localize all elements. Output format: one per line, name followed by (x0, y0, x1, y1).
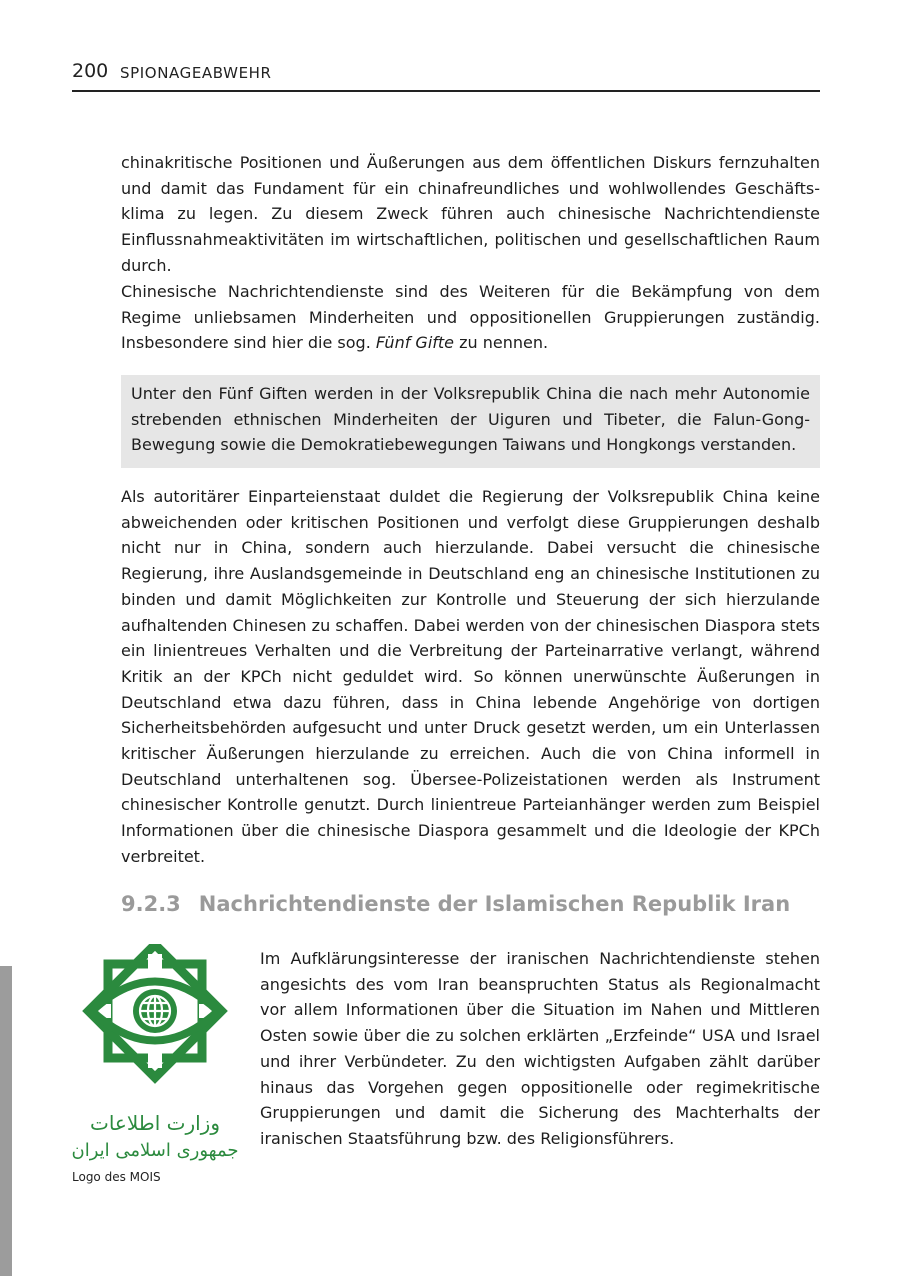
logo-script-line-1: وزارت اطلاعات (90, 1111, 220, 1135)
mois-logo (70, 944, 240, 1166)
section-heading (121, 892, 790, 916)
info-box-text: Unter den Fünf Giften werden in der Volksrepublik China die nach mehr Autonomie strebenden ethnischen Minderheiten der Uiguren und Tibeter, die Falun-Gong-Bewegung sowie die Demokratiebewegungen Taiwans und Hongkongs verstanden. (131, 384, 810, 455)
info-box (121, 375, 820, 468)
paragraph-1: chinakritische Positionen und Äußerungen aus dem öffentlichen Diskurs fernzuhalten und damit das Fundament für ein chinafreundliches und wohlwollendes Geschäftsklima zu legen. Zu diesem Zweck führen auch chinesische Nachrichtendienste Einflussnahmeaktivitäten im wirtschaftlichen, politischen und gesellschaftlichen Raum durch. (121, 153, 820, 275)
page-header (72, 58, 820, 92)
paragraph-2-text: Chinesische Nachrichtendienste sind des Weiteren für die Bekämpfung von dem Regime unliebsamen Minderheiten und oppositionellen Gruppierungen zuständig. Insbesondere sind hier die sog. (121, 282, 820, 353)
logo-script-line-2: جمهوری اسلامی ایران (71, 1140, 239, 1161)
paragraph-3: Als autoritärer Einparteienstaat duldet die Regierung der Volksrepublik China keine abweichenden oder kritischen Positionen und verfolgt diese Gruppierungen deshalb nicht nur in China, sondern auch hierzulande. Dabei versucht die chinesische Regierung, ihre Auslandsgemeinde in Deutschland eng an chinesische Institutionen zu binden und damit Möglichkeiten zur Kontrolle und Steuerung der sich hierzulande aufhaltenden Chinesen zu schaffen. Dabei werden von der chinesischen Diaspora stets ein linientreues Verhalten und die Verbreitung der Parteinarrative verlangt, während Kritik an der KPCh nicht geduldet wird. So können unerwünschte Äußerungen in Deutschland etwa dazu führen, dass in China lebende Angehörige von dortigen Sicherheitsbehörden aufgesucht und unter Druck gesetzt werden, um ein Unterlassen kritischer Äußerungen hierzulande zu erreichen. Auch die von China informell in Deutschland unterhaltenen sog. Übersee-Polizeistationen werden als Instrument chinesischer Kontrolle genutzt. Durch linientreue Parteianhänger werden zum Beispiel Informationen über die chinesische Diaspora gesammelt und die Ideologie der KPCh verbreitet. (121, 487, 820, 866)
fuenf-gifte-term: Fünf Gifte (375, 333, 455, 353)
paragraph-2-end: zu nennen. (459, 333, 549, 353)
section-number: 9.2.3 (121, 892, 181, 916)
paragraph-4: Im Aufklärungsinteresse der iranischen Nachrichtendienste stehen angesichts des vom Iran beanspruchten Status als Regionalmacht vor allem Informationen über die Situation im Nahen und Mittleren Osten sowie über die zu solchen erklärten „Erzfeinde“ USA und Israel und ihrer Verbündeter. Zu den wichtigsten Aufgaben zählt darüber hinaus das Vorgehen gegen oppositionelle oder regimekritische Gruppierungen und damit die Sicherung des Machterhalts der iranischen Staatsführung bzw. des Religionsführers. (260, 949, 820, 1148)
running-title: SPIONAGEABWEHR (120, 64, 272, 82)
paragraph-2 (121, 279, 820, 356)
chapter-side-tab (0, 966, 12, 1276)
page-number: 200 (72, 60, 109, 82)
section-title: Nachrichtendienste der Islamischen Republik Iran (198, 892, 791, 916)
logo-caption: Logo des MOIS (72, 1170, 161, 1184)
